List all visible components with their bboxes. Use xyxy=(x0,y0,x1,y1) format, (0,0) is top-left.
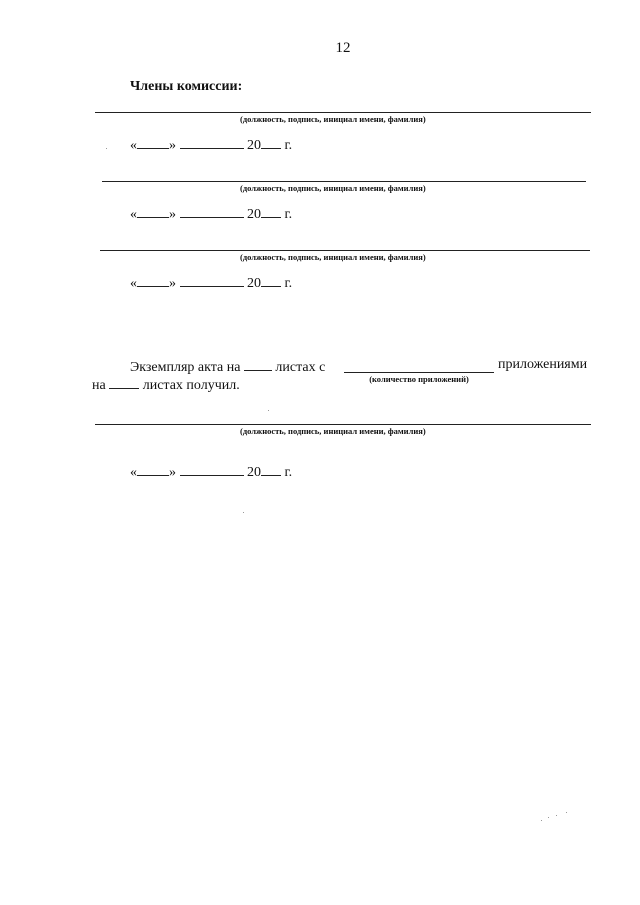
open-quote: « xyxy=(130,465,137,480)
year-prefix: 20 xyxy=(247,138,261,153)
year-blank[interactable] xyxy=(261,461,281,476)
year-suffix: г. xyxy=(284,276,293,291)
sheets-count-blank[interactable] xyxy=(244,357,272,371)
close-quote: » xyxy=(169,138,176,153)
close-quote: » xyxy=(169,276,176,291)
signature-caption-1: (должность, подпись, инициал имени, фамилия) xyxy=(240,114,426,124)
receipt-line-2 xyxy=(92,375,240,394)
signature-line-2[interactable] xyxy=(102,181,586,182)
commission-members-heading: Члены комиссии: xyxy=(130,79,243,94)
receipt-text-3: приложениями xyxy=(498,357,588,372)
scan-speck xyxy=(566,812,567,813)
date-row-2 xyxy=(130,203,292,223)
year-prefix: 20 xyxy=(247,207,261,222)
attachment-sheets-blank[interactable] xyxy=(109,375,139,389)
day-blank[interactable] xyxy=(137,461,169,476)
open-quote: « xyxy=(130,207,137,222)
receipt-text-1: Экземпляр акта на xyxy=(130,360,241,375)
year-suffix: г. xyxy=(284,465,293,480)
year-blank[interactable] xyxy=(261,272,281,287)
day-blank[interactable] xyxy=(137,203,169,218)
signature-line-1[interactable] xyxy=(95,112,591,113)
year-suffix: г. xyxy=(284,207,293,222)
close-quote: » xyxy=(169,465,176,480)
date-row-4 xyxy=(130,461,292,481)
date-row-1 xyxy=(130,134,292,154)
month-blank[interactable] xyxy=(180,461,244,476)
attachments-count-blank[interactable] xyxy=(344,372,494,373)
scan-speck xyxy=(541,820,542,821)
close-quote: » xyxy=(169,207,176,222)
signature-caption-4: (должность, подпись, инициал имени, фамилия) xyxy=(240,426,426,436)
day-blank[interactable] xyxy=(137,134,169,149)
signature-caption-2: (должность, подпись, инициал имени, фамилия) xyxy=(240,183,426,193)
open-quote: « xyxy=(130,138,137,153)
year-blank[interactable] xyxy=(261,203,281,218)
attachments-caption: (количество приложений) xyxy=(369,374,469,384)
scan-speck xyxy=(556,815,557,816)
year-prefix: 20 xyxy=(247,276,261,291)
day-blank[interactable] xyxy=(137,272,169,287)
year-blank[interactable] xyxy=(261,134,281,149)
year-suffix: г. xyxy=(284,138,293,153)
month-blank[interactable] xyxy=(180,134,244,149)
signature-line-4[interactable] xyxy=(95,424,591,425)
receipt-line2-prefix: на xyxy=(92,378,106,393)
month-blank[interactable] xyxy=(180,272,244,287)
open-quote: « xyxy=(130,276,137,291)
page-number: 12 xyxy=(335,40,351,56)
month-blank[interactable] xyxy=(180,203,244,218)
scan-speck xyxy=(268,410,269,411)
year-prefix: 20 xyxy=(247,465,261,480)
receipt-line-1-left xyxy=(130,357,325,376)
signature-line-3[interactable] xyxy=(100,250,590,251)
scan-speck xyxy=(548,817,549,818)
receipt-text-2: листах с xyxy=(275,360,326,375)
signature-caption-3: (должность, подпись, инициал имени, фамилия) xyxy=(240,252,426,262)
date-row-3 xyxy=(130,272,292,292)
receipt-line2-suffix: листах получил. xyxy=(142,378,240,393)
scan-speck xyxy=(106,148,107,149)
scan-speck xyxy=(243,512,244,513)
